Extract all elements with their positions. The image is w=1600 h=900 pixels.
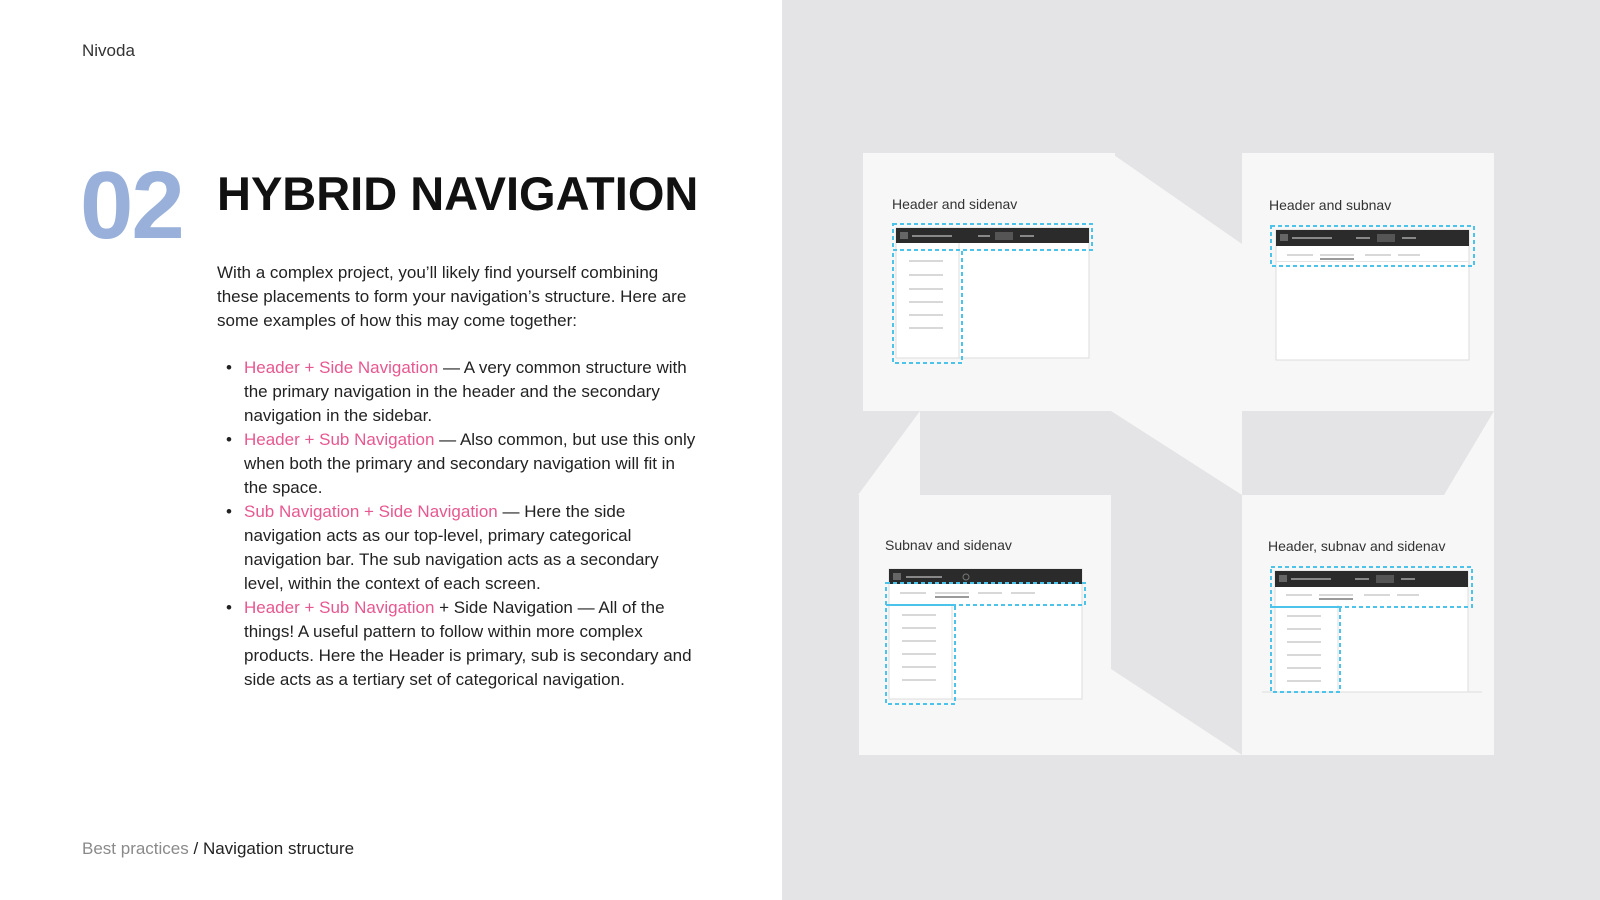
example-subnav-sidenav xyxy=(886,569,1085,704)
list-item: • Header + Sub Navigation + Side Navigation — All of the things! A useful pattern to follow within more complex products. Here the Header is primary, sub is secondary and side acts as a tertiary set of categorical navigation. xyxy=(226,598,692,689)
example-header-sidenav xyxy=(893,224,1092,363)
illustration-panel xyxy=(782,0,1600,900)
brand-name: Nivoda xyxy=(82,41,135,60)
breadcrumb xyxy=(82,839,354,859)
bullet-text: — Here the side navigation acts as our top-level, primary categorical navigation bar. The sub navigation acts as a secondary level, within the context of each screen. xyxy=(244,502,659,593)
intro-paragraph: With a complex project, you’ll likely find yourself combining these placements to form your navigation’s structure. Here are some examples of how this may come together: xyxy=(217,263,687,330)
bullet-highlight: Header + Sub Navigation xyxy=(244,598,435,617)
list-item: • Header + Side Navigation — A very common structure with the primary navigation in the header and the secondary navigation in the sidebar. xyxy=(226,358,687,425)
breadcrumb-current: Navigation structure xyxy=(202,839,355,858)
example-caption: Header and sidenav xyxy=(892,196,1018,212)
example-caption: Subnav and sidenav xyxy=(885,537,1012,553)
bullet-highlight: Sub Navigation + Side Navigation xyxy=(244,502,498,521)
list-item: • Header + Sub Navigation — Also common, but use this only when both the primary and secondary navigation will fit in the space. xyxy=(226,430,696,497)
section-number: 02 xyxy=(80,152,183,259)
bullet-text: — A very common structure with the primary navigation in the header and the secondary navigation in the sidebar. xyxy=(244,358,687,425)
example-header-subnav xyxy=(1271,226,1474,360)
example-caption: Header and subnav xyxy=(1269,197,1392,213)
list-item: • Sub Navigation + Side Navigation — Here the side navigation acts as our top-level, primary categorical navigation bar. The sub navigation acts as a secondary level, within the context of each screen. xyxy=(226,502,659,593)
bullet-list xyxy=(226,356,696,692)
breadcrumb-separator: / xyxy=(188,839,203,858)
example-caption: Header, subnav and sidenav xyxy=(1268,538,1446,554)
bullet-text: — Also common, but use this only when both the primary and secondary navigation will fit in the space. xyxy=(244,430,696,497)
breadcrumb-parent[interactable]: Best practices xyxy=(82,839,189,858)
page-title: HYBRID NAVIGATION xyxy=(217,167,699,220)
bullet-highlight: Header + Sub Navigation xyxy=(244,430,435,449)
example-header-subnav-sidenav xyxy=(1262,567,1482,692)
bullet-text: + Side Navigation — All of the things! A useful pattern to follow within more complex products. Here the Header is primary, sub is secondary and side acts as a tertiary set of categorical navigation. xyxy=(244,598,692,689)
content-panel xyxy=(0,0,782,900)
nav-examples-graphic xyxy=(782,0,1600,900)
bullet-highlight: Header + Side Navigation xyxy=(244,358,439,377)
